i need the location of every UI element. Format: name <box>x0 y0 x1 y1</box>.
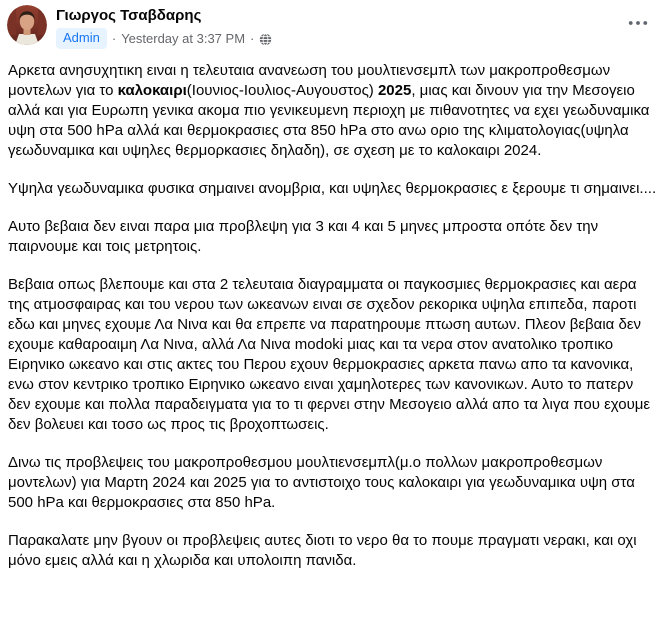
meta-separator: · <box>111 30 117 46</box>
post-paragraph <box>8 61 658 161</box>
paragraph-text: (Ιουνιος-Ιουλιος-Αυγουστος) <box>186 82 378 99</box>
more-options-button[interactable] <box>622 10 654 36</box>
post-header <box>0 0 668 49</box>
author-name[interactable]: Γιωργος Τσαβδαρης <box>56 7 202 24</box>
post-paragraph: Δινω τις προβλεψεις του μακροπροθεσμου μουλτιενσεμπλ(μ.ο πολλων μακροπροθεσμων μοντελων) για Μαρτη 2024 και 2025 για το αντιστοιχο τους καλοκαιρι για γεωδυναμικα υψη στα 500 hPa και θερμοκρασιες στα 850 hPa. <box>8 454 635 511</box>
paragraph-text: , μιας και δινουν για την Μεσογειο αλλά και για Ευρωπη γενικα ακομα πιο γενικευμενη περιοχη με πιθανοτητες να εχει γεωδυναμικα υψη στα 500 hPa αλλά και θερμοκρασιες στα 850 hPa στο ανω οριο της κλιματολογιας(υψηλα γεωδυναμικα και υψηλες θερμορκασιες δηλαδη), σε σχεση με το καλοκαιρι 2024. <box>8 82 650 159</box>
header-text <box>56 5 272 49</box>
post-paragraph: Υψηλα γεωδυναμικα φυσικα σημαινει ανομβρια, και υψηλες θερμοκρασιες ε ξερουμε τι σημαινει.... <box>8 180 657 197</box>
admin-badge: Admin <box>56 28 107 49</box>
post-paragraph: Παρακαλατε μην βγουν οι προβλεψεις αυτες διοτι το νερο θα το πουμε πραγματι νερακι, και οχι μόνο εμεις αλλά και η χλωριδα και υπολοιπη πανιδα. <box>8 532 637 569</box>
meta-separator: · <box>250 30 255 46</box>
globe-icon <box>259 33 272 46</box>
paragraph-text: Αρκετα ανησυχητικη ειναι η τελευταια ανανεωση του μουλτιενσεμπλ των μακροπροθεσμων μοντελων για το <box>8 62 611 99</box>
timestamp[interactable]: Yesterday at 3:37 PM <box>121 30 246 46</box>
paragraph-bold-text: καλοκαιρι <box>117 82 187 99</box>
post-paragraph: Βεβαια οπως βλεπουμε και στα 2 τελευταια διαγραμματα οι παγκοσμιες θερμοκρασιες και αερα της ατμοσφαιρας και του νερου των ωκεανων ειναι σε σχεδον ρεκορικα υψηλα επιπεδα, παροτι εδω και μηνες εχουμε Λα Νινα και θα επρεπε να παρατηρουμε πτωση αυτων. Πλεον βεβαια δεν εχουμε καθαροαιμη Λα Νινα, αλλά Λα Νινα modoki μιας και τα νερα στον ανατολικο τροπικο Ειρηνικο ωκεανο και στις ακτες του Περου εχουν θερμοκρασιες αρκετα πανω απο τα κανονικα, ενω στον κεντρικο τροπικο Ειρηνικο ωκεανο ειναι χαμηλοτερες των κανονικων. Αυτο το πατερν δεν εχουμε και πολλα παραδειγματα για το τι φερνει στην Μεσογειο αλλά απο τα λιγα που εχουμε δεν βολευει και τοσο ως προς τις βροχοπτωσεις. <box>8 276 651 433</box>
post-body <box>0 49 668 571</box>
post-paragraph: Αυτο βεβαια δεν ειναι παρα μια προβλεψη για 3 και 4 και 5 μηνες μπροστα οπότε δεν την παιρνουμε και τοις μετρητοις. <box>8 218 599 255</box>
paragraph-bold-text: 2025 <box>377 82 412 99</box>
avatar[interactable] <box>7 5 47 45</box>
ellipsis-icon <box>628 20 648 26</box>
post-meta <box>56 28 272 49</box>
avatar-image <box>7 5 47 45</box>
